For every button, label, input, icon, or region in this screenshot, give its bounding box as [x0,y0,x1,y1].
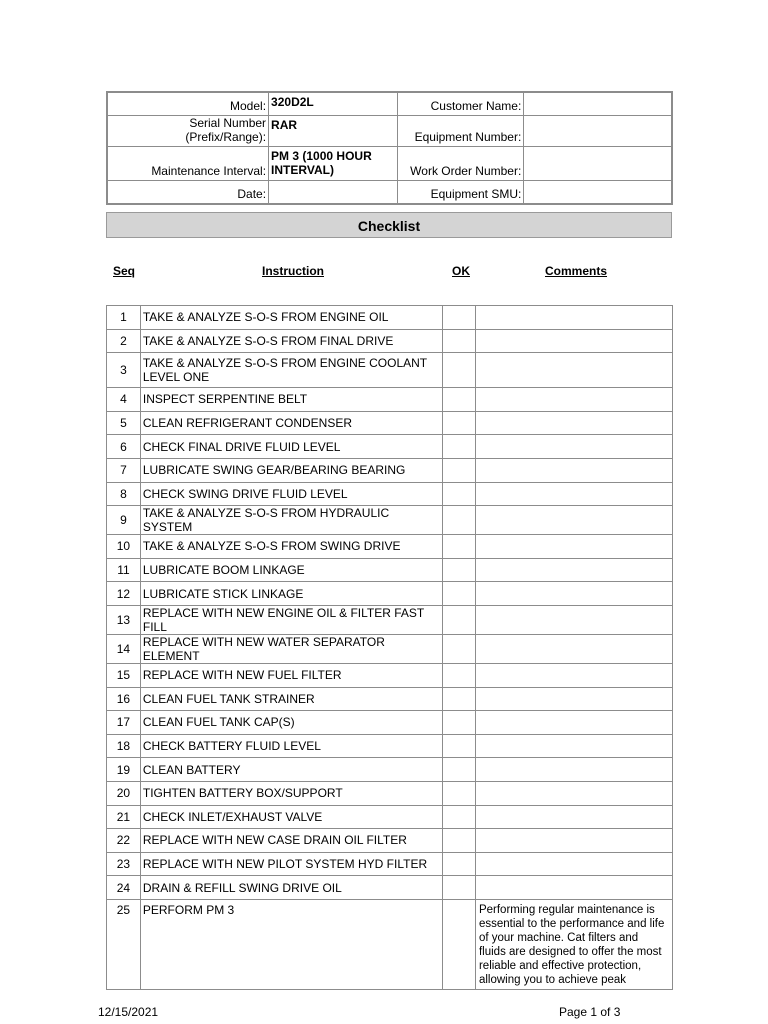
checklist-comment-field[interactable] [475,711,672,735]
checklist-instruction: TAKE & ANALYZE S-O-S FROM SWING DRIVE [140,535,442,559]
checklist-ok-checkbox[interactable] [443,435,476,459]
checklist-row [107,711,673,735]
checklist-instruction: TAKE & ANALYZE S-O-S FROM ENGINE OIL [140,306,442,330]
checklist-instruction: TAKE & ANALYZE S-O-S FROM FINAL DRIVE [140,329,442,353]
checklist-seq: 2 [107,329,141,353]
checklist-comment-field[interactable] [475,758,672,782]
checklist-ok-checkbox[interactable] [443,506,476,535]
checklist-ok-checkbox[interactable] [443,329,476,353]
checklist-ok-checkbox[interactable] [443,582,476,606]
checklist-instruction: CHECK INLET/EXHAUST VALVE [140,805,442,829]
checklist-ok-checkbox[interactable] [443,663,476,687]
info-row-date [107,181,672,205]
checklist-comment-field[interactable] [475,388,672,412]
checklist-seq: 13 [107,605,141,634]
checklist-instruction: REPLACE WITH NEW FUEL FILTER [140,663,442,687]
checklist-ok-checkbox[interactable] [443,411,476,435]
checklist-ok-checkbox[interactable] [443,634,476,663]
checklist-row [107,634,673,663]
checklist-row [107,605,673,634]
checklist-comment-field[interactable] [475,535,672,559]
checklist-row [107,329,673,353]
serial-number-value[interactable]: RAR [269,116,398,147]
checklist-comment-field[interactable] [475,458,672,482]
serial-number-label: Serial Number (Prefix/Range): [107,116,269,147]
checklist-row [107,558,673,582]
checklist-ok-checkbox[interactable] [443,458,476,482]
checklist-seq: 1 [107,306,141,330]
checklist-instruction: DRAIN & REFILL SWING DRIVE OIL [140,876,442,900]
checklist-row [107,758,673,782]
checklist-row [107,411,673,435]
checklist-instruction: LUBRICATE SWING GEAR/BEARING BEARING [140,458,442,482]
checklist-row [107,852,673,876]
checklist-seq: 16 [107,687,141,711]
info-row-model [107,92,672,116]
equipment-smu-field[interactable] [524,181,672,205]
date-field[interactable] [269,181,398,205]
checklist-row [107,899,673,989]
checklist-table [106,305,673,990]
checklist-instruction: TIGHTEN BATTERY BOX/SUPPORT [140,781,442,805]
equipment-smu-label: Equipment SMU: [397,181,524,205]
checklist-seq: 14 [107,634,141,663]
checklist-row [107,482,673,506]
checklist-ok-checkbox[interactable] [443,482,476,506]
checklist-ok-checkbox[interactable] [443,687,476,711]
customer-name-label: Customer Name: [397,92,524,116]
checklist-instruction: CHECK FINAL DRIVE FLUID LEVEL [140,435,442,459]
maintenance-interval-value[interactable]: PM 3 (1000 HOUR INTERVAL) [269,147,398,181]
work-order-number-field[interactable] [524,147,672,181]
work-order-number-label: Work Order Number: [397,147,524,181]
checklist-instruction: LUBRICATE BOOM LINKAGE [140,558,442,582]
checklist-ok-checkbox[interactable] [443,388,476,412]
checklist-title: Checklist [106,212,672,238]
comments-column-header: Comments [545,264,608,278]
checklist-ok-checkbox[interactable] [443,829,476,853]
checklist-instruction: TAKE & ANALYZE S-O-S FROM HYDRAULIC SYSTEM [140,506,442,535]
checklist-seq: 5 [107,411,141,435]
checklist-comment-field[interactable] [475,605,672,634]
checklist-seq: 24 [107,876,141,900]
checklist-row [107,829,673,853]
checklist-instruction: CLEAN FUEL TANK STRAINER [140,687,442,711]
checklist-comment-field[interactable] [475,558,672,582]
equipment-info-table [106,91,673,205]
equipment-number-label: Equipment Number: [397,116,524,147]
maintenance-interval-label: Maintenance Interval: [107,147,269,181]
checklist-seq: 6 [107,435,141,459]
checklist-row [107,805,673,829]
model-value[interactable]: 320D2L [269,92,398,116]
checklist-comment-field[interactable] [475,411,672,435]
checklist-ok-checkbox[interactable] [443,558,476,582]
checklist-row [107,687,673,711]
checklist-ok-checkbox[interactable] [443,734,476,758]
checklist-instruction: REPLACE WITH NEW PILOT SYSTEM HYD FILTER [140,852,442,876]
checklist-row [107,582,673,606]
model-label: Model: [107,92,269,116]
checklist-comment-field[interactable] [475,687,672,711]
checklist-ok-checkbox[interactable] [443,899,476,989]
checklist-body [107,306,673,990]
checklist-seq: 18 [107,734,141,758]
checklist-row [107,353,673,388]
checklist-comment-field[interactable] [475,306,672,330]
checklist-instruction: REPLACE WITH NEW WATER SEPARATOR ELEMENT [140,634,442,663]
checklist-ok-checkbox[interactable] [443,306,476,330]
checklist-comment-field[interactable] [475,781,672,805]
checklist-ok-checkbox[interactable] [443,758,476,782]
checklist-row [107,435,673,459]
checklist-comment-field[interactable] [475,353,672,388]
checklist-row [107,506,673,535]
checklist-ok-checkbox[interactable] [443,711,476,735]
checklist-comment-field[interactable] [475,876,672,900]
checklist-row [107,458,673,482]
checklist-seq: 11 [107,558,141,582]
checklist-instruction: CLEAN BATTERY [140,758,442,782]
checklist-row [107,535,673,559]
checklist-row [107,876,673,900]
checklist-comment-field[interactable] [475,805,672,829]
info-row-interval [107,147,672,181]
checklist-ok-checkbox[interactable] [443,876,476,900]
checklist-comment-field[interactable] [475,734,672,758]
checklist-comment-field[interactable] [475,329,672,353]
checklist-instruction: LUBRICATE STICK LINKAGE [140,582,442,606]
checklist-ok-checkbox[interactable] [443,805,476,829]
seq-column-header: Seq [113,264,136,278]
checklist-row [107,388,673,412]
checklist-comment-field[interactable] [475,829,672,853]
checklist-instruction: CLEAN REFRIGERANT CONDENSER [140,411,442,435]
footer-date: 12/15/2021 [98,1005,159,1019]
checklist-comment-field[interactable] [475,663,672,687]
checklist-seq: 10 [107,535,141,559]
checklist-seq: 19 [107,758,141,782]
checklist-seq: 25 [107,899,141,989]
customer-name-field[interactable] [524,92,672,116]
equipment-number-field[interactable] [524,116,672,147]
checklist-seq: 9 [107,506,141,535]
checklist-comment-field[interactable] [475,634,672,663]
date-label: Date: [107,181,269,205]
checklist-comment-field[interactable] [475,506,672,535]
checklist-instruction: REPLACE WITH NEW CASE DRAIN OIL FILTER [140,829,442,853]
checklist-seq: 23 [107,852,141,876]
checklist-ok-checkbox[interactable] [443,535,476,559]
info-row-serial [107,116,672,147]
ok-column-header: OK [452,264,470,278]
checklist-seq: 3 [107,353,141,388]
checklist-instruction: CHECK BATTERY FLUID LEVEL [140,734,442,758]
checklist-seq: 4 [107,388,141,412]
checklist-seq: 22 [107,829,141,853]
checklist-ok-checkbox[interactable] [443,781,476,805]
checklist-instruction: INSPECT SERPENTINE BELT [140,388,442,412]
checklist-row [107,781,673,805]
checklist-seq: 7 [107,458,141,482]
checklist-instruction: TAKE & ANALYZE S-O-S FROM ENGINE COOLANT LEVEL ONE [140,353,442,388]
checklist-seq: 12 [107,582,141,606]
checklist-row [107,306,673,330]
checklist-seq: 17 [107,711,141,735]
checklist-seq: 8 [107,482,141,506]
checklist-ok-checkbox[interactable] [443,605,476,634]
checklist-ok-checkbox[interactable] [443,852,476,876]
checklist-row [107,734,673,758]
checklist-instruction: CLEAN FUEL TANK CAP(S) [140,711,442,735]
footer-page-number: Page 1 of 3 [559,1005,621,1019]
checklist-instruction: CHECK SWING DRIVE FLUID LEVEL [140,482,442,506]
checklist-seq: 21 [107,805,141,829]
checklist-comment-field[interactable] [475,435,672,459]
checklist-instruction: PERFORM PM 3 [140,899,442,989]
checklist-seq: 15 [107,663,141,687]
checklist-instruction: REPLACE WITH NEW ENGINE OIL & FILTER FAST FILL [140,605,442,634]
checklist-comment-field[interactable] [475,582,672,606]
checklist-comment-field[interactable]: Performing regular maintenance is essential to the performance and life of your machine. Cat filters and fluids are designed to offer the most reliable and effective protection, allowing you to achieve peak [475,899,672,989]
instruction-column-header: Instruction [262,264,324,278]
checklist-comment-field[interactable] [475,852,672,876]
checklist-comment-field[interactable] [475,482,672,506]
checklist-row [107,663,673,687]
checklist-seq: 20 [107,781,141,805]
checklist-ok-checkbox[interactable] [443,353,476,388]
